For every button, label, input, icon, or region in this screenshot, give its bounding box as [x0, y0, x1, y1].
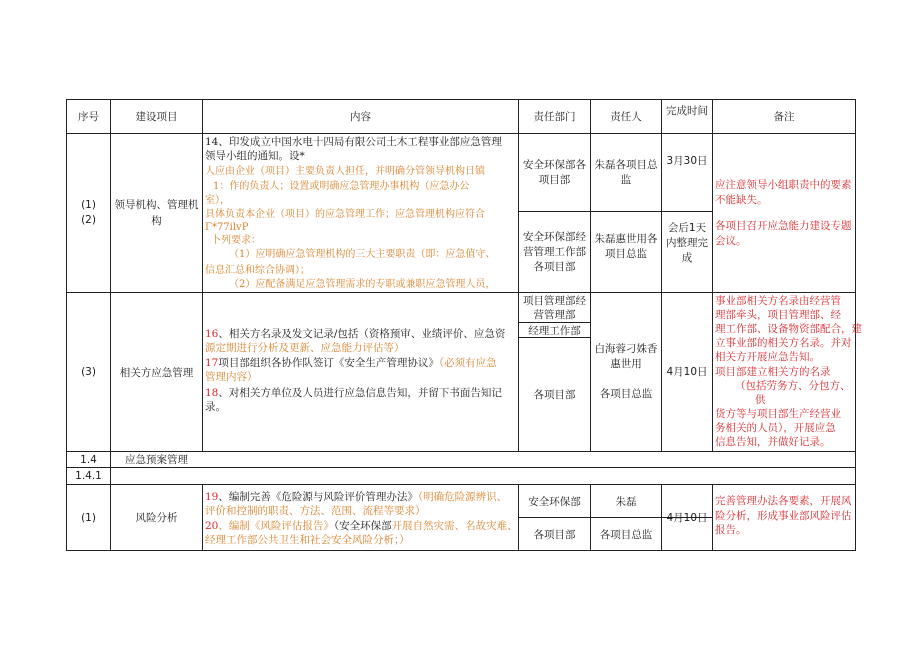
hline: [66, 550, 856, 551]
header-project: 建设项目: [135, 111, 178, 123]
header-content: 内容: [350, 111, 371, 123]
row1-seq: (1) (2): [81, 199, 96, 226]
row1-content-line: 信息汇总和综合协调）；: [205, 265, 310, 276]
row3-project: 应急预案管理: [125, 454, 188, 466]
row1-deadline-b: 会后1天内整理完成: [666, 221, 708, 264]
hline: [66, 467, 856, 468]
row4-seq: 1.4.1: [75, 470, 102, 482]
row2-remark-line: 务相关的人员），开展应急: [715, 422, 836, 434]
row1-project: 领导机构、管理机构: [114, 199, 199, 227]
row5-deadline: 4月10日: [666, 511, 708, 524]
row1-deadline-a: 3月30日: [666, 154, 708, 167]
vline: [712, 484, 713, 551]
row5-content-line: 19、编制完善《危险源与风险评价管理办法》（明确危险源辨识、: [205, 491, 508, 503]
row2-content-line: 管理内容）: [205, 371, 258, 383]
vline: [712, 99, 713, 452]
row1-content-line: （1）应明确应急管理机构的三大主要职责（即：应急值守、: [229, 249, 496, 260]
row2-remark-line: （包括劳务方、分包方、: [735, 380, 851, 392]
row5-person-2: 各项目总监: [599, 528, 653, 541]
row1-content-line: 室），: [205, 195, 230, 206]
header-person: 责任人: [610, 111, 642, 123]
row5-project: 风险分析: [135, 512, 178, 524]
row1-content-line: 领导小组的通知。设*: [205, 150, 305, 162]
header-remark: 备注: [773, 111, 795, 123]
header-deadline: 完成时间: [666, 105, 708, 117]
vline: [590, 99, 591, 452]
row2-dept-3: 各项目部: [533, 389, 576, 401]
row2-remark-line: 供: [755, 394, 766, 406]
row2-content-line: 18、对相关方单位及人员进行应急信息告知，并留下书面告知记: [205, 387, 502, 399]
row1-remark-a: 应注意领导小组职责中的要素不能缺失。: [715, 179, 852, 206]
vline: [518, 484, 519, 551]
header-dept: 责任部门: [533, 111, 576, 123]
row1-content-line: Γ*77ilvP: [205, 222, 249, 233]
row1-content-line: （2）应配备满足应急管理需求的专职或兼职应急管理人员，: [229, 279, 496, 290]
row5-dept-2: 各项目部: [533, 528, 576, 541]
row2-remark-line: 事业部相关方名录由经营管: [715, 295, 841, 307]
row2-content-line: 源定期进行分析及更新、应急能力评估等）: [205, 342, 405, 354]
row2-remark-line: 理部牵头，项目管理部、经: [715, 309, 841, 321]
row5-content-line: 评价和控制的职责、方法、范围、流程等要求）: [205, 505, 426, 517]
row2-content-line: 16、相关方名录及发文记录/包括（资格预审、业绩评价、应急资: [205, 328, 506, 340]
row2-deadline: 4月10日: [666, 365, 708, 378]
row5-person-1: 朱磊: [615, 495, 637, 508]
vline: [590, 484, 591, 551]
row2-remark-line: 立事业部的相关方名录。并对: [715, 337, 852, 349]
row2-content-line: 录。: [205, 401, 226, 413]
row2-remark-line: 货方等与项目部生产经营业: [715, 408, 841, 420]
row2-dept-1: 项目管理部经营管理部: [523, 294, 586, 321]
vline: [202, 99, 203, 452]
row2-seq: (3): [81, 366, 96, 378]
row1-dept-a: 安全环保部各项目部: [523, 158, 586, 186]
row1-content-line: 人应由企业（项目）主要负责人担任，并明确分管领导机构日镇: [205, 166, 485, 177]
row2-dept-2: 经理工作部: [528, 324, 581, 337]
row2-project: 相关方应急管理: [119, 366, 194, 379]
row1-content-line: 14、印发成立中国水电十四局有限公司土木工程事业部应急管理: [205, 136, 502, 148]
row2-remark-line: 相关方开展应急告知。: [715, 351, 820, 363]
row1-content-line: 1：作的负责人；设置或明确应急管理办事机构（应急办公: [213, 181, 470, 192]
row5-seq: (1): [81, 511, 96, 524]
vline: [518, 99, 519, 452]
vline: [202, 484, 203, 551]
row1-dept-b: 安全环保部经营管理工作部各项目部: [523, 230, 586, 273]
row2-content-line: 17项目部组织各协作队签订《安全生产管理协议》（必须有应急: [205, 357, 497, 369]
header-seq: 序号: [78, 111, 99, 123]
row5-remark: 完善管理办法各要素，开展风险分析，形成事业部风险评估报告。: [715, 495, 852, 536]
row2-remark-line: 信息告知，并做好记录。: [715, 436, 831, 448]
row3-seq: 1.4: [80, 453, 97, 466]
row2-remark-line: 项目部建立相关方的名录: [715, 366, 831, 378]
row5-dept-1: 安全环保部: [528, 495, 581, 508]
row2-person-2: 各项目总监: [599, 388, 653, 400]
row5-content-line: 经理工作部公共卫生和社会安全风险分析；）: [205, 534, 410, 546]
row2-remark-line: 理工作部、设备物资部配合，建: [715, 323, 862, 335]
row1-content-line: 具体负责本企业（项目）的应急管理工作；应急管理机构应符合: [205, 209, 485, 220]
row5-content-line: 20、编制《风险评估报告》（安全环保部开展自然灾需、名故灾难、: [205, 520, 518, 532]
row1-person-a: 朱磊各项目总监: [594, 158, 658, 186]
row2-person-1: 白海蓉刁姝香惠世用: [594, 343, 658, 370]
row1-remark-b: 各项目召开应急能力建设专题会议。: [715, 220, 852, 247]
row1-content-line: 卜列要求：: [211, 235, 261, 246]
row1-person-b: 朱磊惠世用各项目总监: [594, 233, 658, 260]
